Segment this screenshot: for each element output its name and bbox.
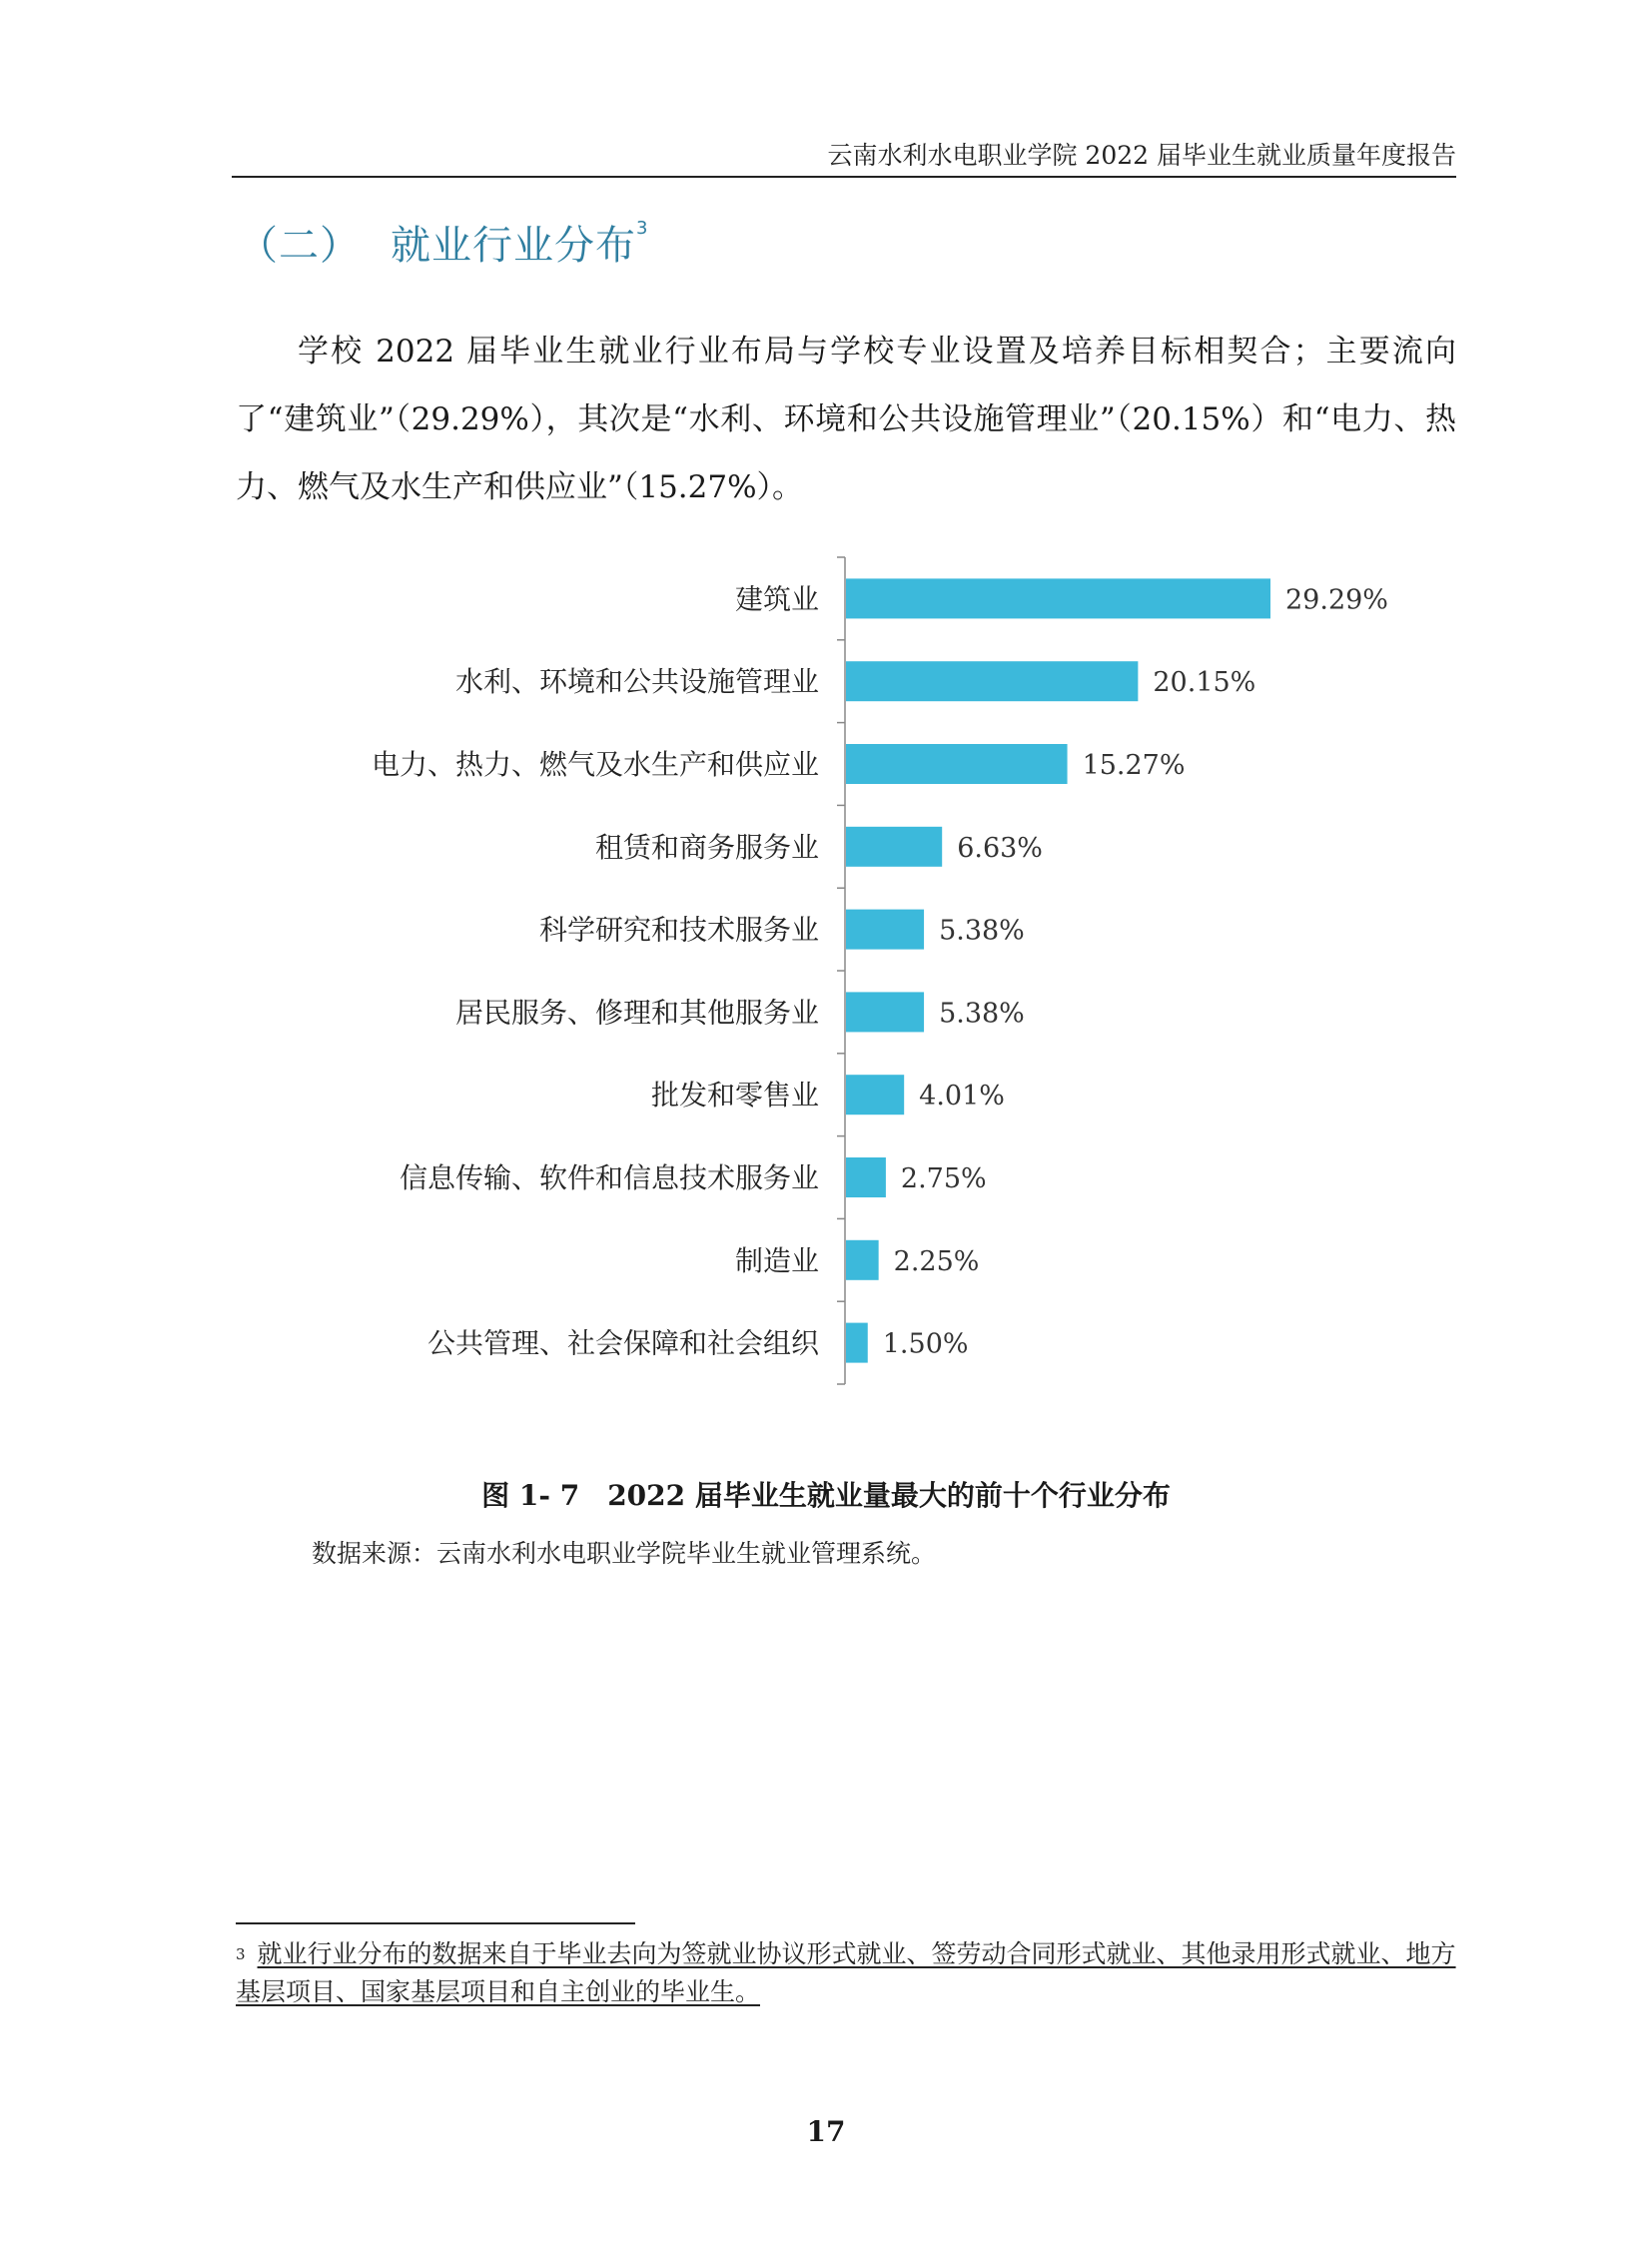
- footnote-mark: 3: [236, 1945, 246, 1963]
- category-label-5: 科学研究和技术服务业: [538, 913, 819, 947]
- bar-6: [846, 992, 924, 1032]
- section-title-text: 就业行业分布: [391, 223, 636, 269]
- bar-8: [846, 1157, 886, 1197]
- value-label-3: 15.27%: [1082, 750, 1186, 781]
- section-heading: [238, 214, 648, 271]
- header-rule: [232, 176, 1456, 178]
- footnote-text[interactable]: 就业行业分布的数据来自于毕业去向为签就业协议形式就业、签劳动合同形式就业、其他录用形式就业、地方基层项目、国家基层项目和自主创业的毕业生。: [236, 1939, 1456, 2006]
- value-label-4: 6.63%: [957, 832, 1043, 864]
- value-label-1: 29.29%: [1285, 584, 1388, 616]
- bar-7: [846, 1075, 904, 1115]
- footnote: [236, 1935, 1456, 2011]
- running-header: 云南水利水电职业学院 2022 届毕业生就业质量年度报告: [827, 141, 1456, 170]
- bar-2: [846, 661, 1138, 701]
- section-footnote-ref[interactable]: 3: [636, 218, 649, 239]
- category-label-4: 租赁和商务服务业: [594, 830, 819, 864]
- bar-5: [846, 910, 924, 950]
- body-paragraph: 学校 2022 届毕业生就业行业布局与学校专业设置及培养目标相契合；主要流向了“建筑业”（29.29%），其次是“水利、环境和公共设施管理业”（20.15%）和“电力、热力、燃气及水生产和供应业”（15.27%）。: [236, 334, 1456, 505]
- value-label-7: 4.01%: [919, 1081, 1005, 1113]
- value-label-8: 2.75%: [900, 1163, 987, 1194]
- value-label-6: 5.38%: [939, 998, 1025, 1030]
- bar-4: [846, 827, 942, 867]
- category-label-10: 公共管理、社会保障和社会组织: [426, 1326, 819, 1360]
- bar-9: [846, 1240, 879, 1280]
- bar-10: [846, 1323, 868, 1363]
- figure-caption: 图 1- 7 2022 届毕业生就业量最大的前十个行业分布: [481, 1479, 1171, 1512]
- figure-source: 数据来源：云南水利水电职业学院毕业生就业管理系统。: [312, 1539, 937, 1568]
- value-label-10: 1.50%: [882, 1328, 969, 1360]
- category-label-6: 居民服务、修理和其他服务业: [454, 996, 819, 1030]
- category-label-2: 水利、环境和公共设施管理业: [454, 665, 819, 699]
- category-label-9: 制造业: [734, 1243, 819, 1277]
- industry-bar-chart: [0, 549, 1652, 1398]
- category-label-1: 建筑业: [734, 582, 819, 616]
- footnote-rule: [236, 1922, 635, 1924]
- category-label-7: 批发和零售业: [650, 1079, 819, 1113]
- category-label-3: 电力、热力、燃气及水生产和供应业: [371, 748, 819, 781]
- section-number: （二）: [238, 223, 361, 269]
- bar-1: [846, 578, 1270, 618]
- chart-svg: [0, 549, 1652, 1398]
- value-label-5: 5.38%: [939, 915, 1025, 947]
- page-number: 17: [806, 2115, 846, 2148]
- category-label-8: 信息传输、软件和信息技术服务业: [399, 1161, 819, 1194]
- bar-3: [846, 744, 1068, 784]
- value-label-2: 20.15%: [1153, 667, 1256, 699]
- value-label-9: 2.25%: [893, 1245, 980, 1277]
